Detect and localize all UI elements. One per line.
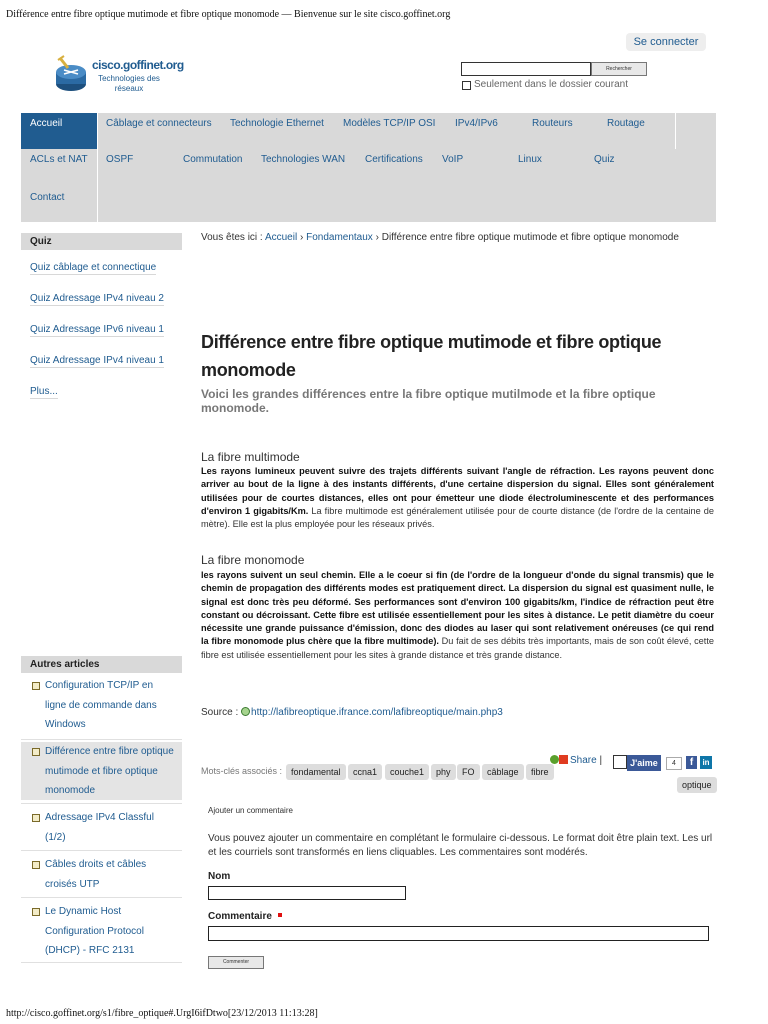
comment-instructions: Vous pouvez ajouter un commentaire en complétant le formulaire ci-dessous. Le format doit être plain text. Les url et les courriels sont transformés en liens cliquables. Les commentaires sont modérés. <box>208 833 713 858</box>
tag[interactable]: FO <box>457 764 480 780</box>
site-logo[interactable] <box>54 52 184 102</box>
section-title-multimode: La fibre multimode <box>201 450 300 464</box>
source-link[interactable]: http://lafibreoptique.ifrance.com/lafibreoptique/main.php3 <box>251 707 503 718</box>
nav-item-linux[interactable]: Linux <box>518 154 542 165</box>
facebook-like-button[interactable]: J'aime <box>627 755 661 771</box>
tag[interactable]: fibre <box>526 764 554 780</box>
nav-item-quiz[interactable]: Quiz <box>594 154 615 165</box>
comment-field[interactable] <box>208 926 709 941</box>
search-button[interactable]: Rechercher <box>591 62 647 76</box>
nav-item-routage[interactable]: Routage <box>607 118 645 129</box>
quiz-link[interactable]: Quiz Adressage IPv4 niveau 2 <box>30 293 164 304</box>
name-field[interactable] <box>208 886 406 900</box>
like-count: 4 <box>666 757 682 770</box>
nav-item-contact[interactable]: Contact <box>30 192 65 203</box>
nav-item-ethernet[interactable]: Technologie Ethernet <box>230 118 324 129</box>
article-lead: Voici les grandes différences entre la fibre optique mutilmode et la fibre optique monomode. <box>201 387 656 415</box>
tag[interactable]: couche1 <box>385 764 429 780</box>
tag-wrap[interactable]: optique <box>677 777 717 793</box>
breadcrumb-section[interactable]: Fondamentaux <box>306 232 373 243</box>
nav-item-routeurs[interactable]: Routeurs <box>532 118 573 129</box>
search-input[interactable] <box>461 62 591 76</box>
router-logo-icon <box>54 54 88 94</box>
page-title: Différence entre fibre optique mutimode et fibre optique monomode <box>201 332 662 380</box>
add-comment-button[interactable]: Ajouter un commentaire <box>208 806 293 815</box>
tag[interactable]: ccna1 <box>348 764 382 780</box>
section-text-monomode: les rayons suivent un seul chemin. Elle a le coeur si fin (de l'ordre de la longueur d'onde du signal transmis) que le chemin de propagation des différents modes est pratiquement direct. La dispersion du signal est quasiment nulle, le signal est donc très peu déformé. Ses performances sont d'environ 100 gigabits/km, l'indice de réfraction peut être constant ou décroissant. Cette fibre est utilisée essentiellement pour les sites à distance. Le petit diamètre du coeur nécessite une grande puissance d'émission, donc des diodes au laser qui sont relativement onéreuses (ce qui rend la fibre monomode plus chère que la fibre multimode). Du fait de ses débits très importants, mais de son coût élevé, cette fibre est utilisée essentiellement pour les sites à grande distance et très grande distance. <box>201 570 714 660</box>
quiz-link[interactable]: Quiz câblage et connectique <box>30 262 157 273</box>
search-scope-checkbox[interactable] <box>462 81 471 90</box>
document-icon <box>32 682 40 690</box>
logo-title: cisco.goffinet.org <box>92 58 184 72</box>
article-link-current[interactable]: Différence entre fibre optique mutimode et fibre optique monomode <box>21 742 182 800</box>
article-link[interactable]: Configuration TCP/IP en ligne de commande dans Windows <box>21 676 182 735</box>
nav-item-tcpip-osi[interactable]: Modèles TCP/IP OSI <box>343 118 436 129</box>
print-page-url: http://cisco.goffinet.org/s1/fibre_optique#.UrgI6ifDtwo[23/12/2013 11:13:28] <box>6 1008 318 1019</box>
breadcrumb-current: Différence entre fibre optique mutimode et fibre optique monomode <box>381 232 679 243</box>
plus-icon <box>559 755 568 764</box>
name-label: Nom <box>208 871 231 882</box>
plus-icon <box>550 755 559 764</box>
article-link[interactable]: Le Dynamic Host Configuration Protocol (DHCP) - RFC 2131 <box>21 902 182 961</box>
nav-item-certifications[interactable]: Certifications <box>365 154 423 165</box>
linkedin-icon[interactable]: in <box>700 756 712 769</box>
nav-item-ipv4-ipv6[interactable]: IPv4/IPv6 <box>455 118 498 129</box>
nav-item-acls-nat[interactable]: ACLs et NAT <box>30 154 88 165</box>
main-navigation <box>21 113 716 222</box>
quiz-link[interactable]: Quiz Adressage IPv4 niveau 1 <box>30 355 164 366</box>
nav-item-cablage[interactable]: Câblage et connecteurs <box>106 118 212 129</box>
document-icon <box>32 814 40 822</box>
nav-item-wan[interactable]: Technologies WAN <box>261 154 346 165</box>
search-scope-label: Seulement dans le dossier courant <box>474 79 628 90</box>
quiz-box-title: Quiz <box>21 233 182 250</box>
articles-box-title: Autres articles <box>21 656 182 673</box>
document-icon <box>32 861 40 869</box>
nav-item-voip[interactable]: VoIP <box>442 154 464 165</box>
breadcrumb-home[interactable]: Accueil <box>264 232 298 243</box>
logo-subtitle: Technologies des réseaux <box>98 74 160 93</box>
share-button[interactable]: Share | <box>550 755 602 766</box>
document-icon <box>32 748 40 756</box>
tag[interactable]: câblage <box>482 764 524 780</box>
tag[interactable]: fondamental <box>286 764 346 780</box>
facebook-checkbox[interactable] <box>613 755 627 769</box>
submit-comment-button[interactable]: Commenter <box>208 956 264 969</box>
article-link[interactable]: Adressage IPv4 Classful (1/2) <box>21 808 182 847</box>
section-text-multimode: Les rayons lumineux peuvent suivre des trajets différents suivant l'angle de réfraction. Les rayons peuvent donc arriver au bout de la ligne à des instants différents, d'une certaine dispersion du signal. Elles sont généralement utilisées pour de courtes distances, elles ont pour émetteur une diode électroluminescente et des performances d'environ 1 gigabits/Km. La fibre multimode est généralement utilisée pour de courte distance (de l'ordre de la centaine de mètre). Elle est la plus employée pour les réseaux privés. <box>201 466 715 530</box>
facebook-icon[interactable]: f <box>686 756 697 769</box>
source: Source : http://lafibreoptique.ifrance.com/lafibreoptique/main.php3 <box>201 707 503 718</box>
nav-item-commutation[interactable]: Commutation <box>183 154 243 165</box>
required-marker-icon <box>278 913 282 917</box>
print-page-title: Différence entre fibre optique mutimode et fibre optique monomode — Bienvenue sur le site cisco.goffinet.org <box>6 9 451 20</box>
breadcrumb: Vous êtes ici : Accueil › Fondamentaux › Différence entre fibre optique mutimode et fibre optique monomode <box>201 232 679 243</box>
login-button[interactable]: Se connecter <box>626 33 706 51</box>
quiz-more-link[interactable]: Plus... <box>30 386 58 397</box>
document-icon <box>32 908 40 916</box>
comment-label: Commentaire <box>208 911 282 922</box>
tag[interactable]: phy <box>431 764 456 780</box>
section-title-monomode: La fibre monomode <box>201 553 305 567</box>
tags-label: Mots-clés associés : <box>201 766 283 776</box>
nav-item-ospf[interactable]: OSPF <box>106 154 134 165</box>
quiz-link[interactable]: Quiz Adressage IPv6 niveau 1 <box>30 324 164 335</box>
nav-item-accueil[interactable]: Accueil <box>21 113 97 149</box>
article-link[interactable]: Câbles droits et câbles croisés UTP <box>21 855 182 894</box>
external-link-icon <box>241 707 250 716</box>
